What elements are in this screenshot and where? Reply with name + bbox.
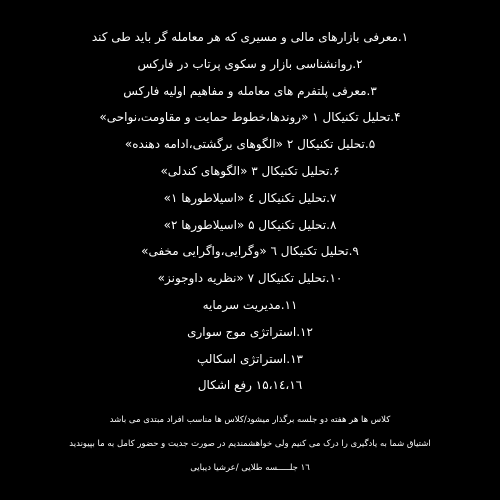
topic-item: ۱.معرفی بازارهای مالی و مسیری که هر معامله گر باید طی کند [91, 30, 409, 44]
topic-item: ۶.تحلیل تکنیکال ۳ «الگوهای کندلی» [160, 163, 340, 178]
topic-item: ۱۱.مدیریت سرمایه [202, 297, 298, 312]
topic-item: ۱۰.تحلیل تکنیکال ۷ «نظریه داوجونز» [157, 271, 343, 286]
topic-item: ۱۲.استراتژی موج سواری [187, 324, 313, 339]
topic-item: ۴.تحلیل تکنیکال ۱ «روندها،خطوط حمایت و مقاومت،نواحی» [99, 110, 401, 125]
topic-item: ۷.تحلیل تکنیکال ٤ «اسیلاطورها ۱» [163, 190, 337, 205]
topic-item: ۸.تحلیل تکنیکال ۵ «اسیلاطورها ۲» [163, 217, 337, 232]
invitation-note: اشتیاق شما به یادگیری را درک می کنیم ولی خواهشمندیم در صورت جدیت و حضور کامل به ما بپیوندید [69, 439, 431, 449]
topic-item: ۳.معرفی پلتفرم های معامله و مفاهیم اولیه فارکس [123, 83, 377, 98]
schedule-note: کلاس ها هر هفته دو جلسه برگذار میشود/کلاس ها مناسب افراد مبتدی می باشد [109, 415, 391, 425]
topic-item: ۲.روانشناسی بازار و سکوی پرتاب در فارکس [137, 56, 363, 71]
course-topics-list [0, 24, 500, 399]
signature-line: ۱٦ جلـــــسه طلایی /عرشیا دیبایی [190, 463, 310, 473]
topic-item: ۱٦،۱۵،۱٤ رفع اشکال [197, 378, 303, 393]
course-notes [0, 408, 500, 480]
topic-item: ۱۳.استراتژی اسکالپ [197, 351, 303, 366]
topic-item: ۵.تحلیل تکنیکال ۲ «الگوهای برگشتی،ادامه دهنده» [124, 137, 376, 152]
topic-item: ۹.تحلیل تکنیکال ٦ «وگرایی،واگرایی مخفی» [141, 244, 359, 259]
